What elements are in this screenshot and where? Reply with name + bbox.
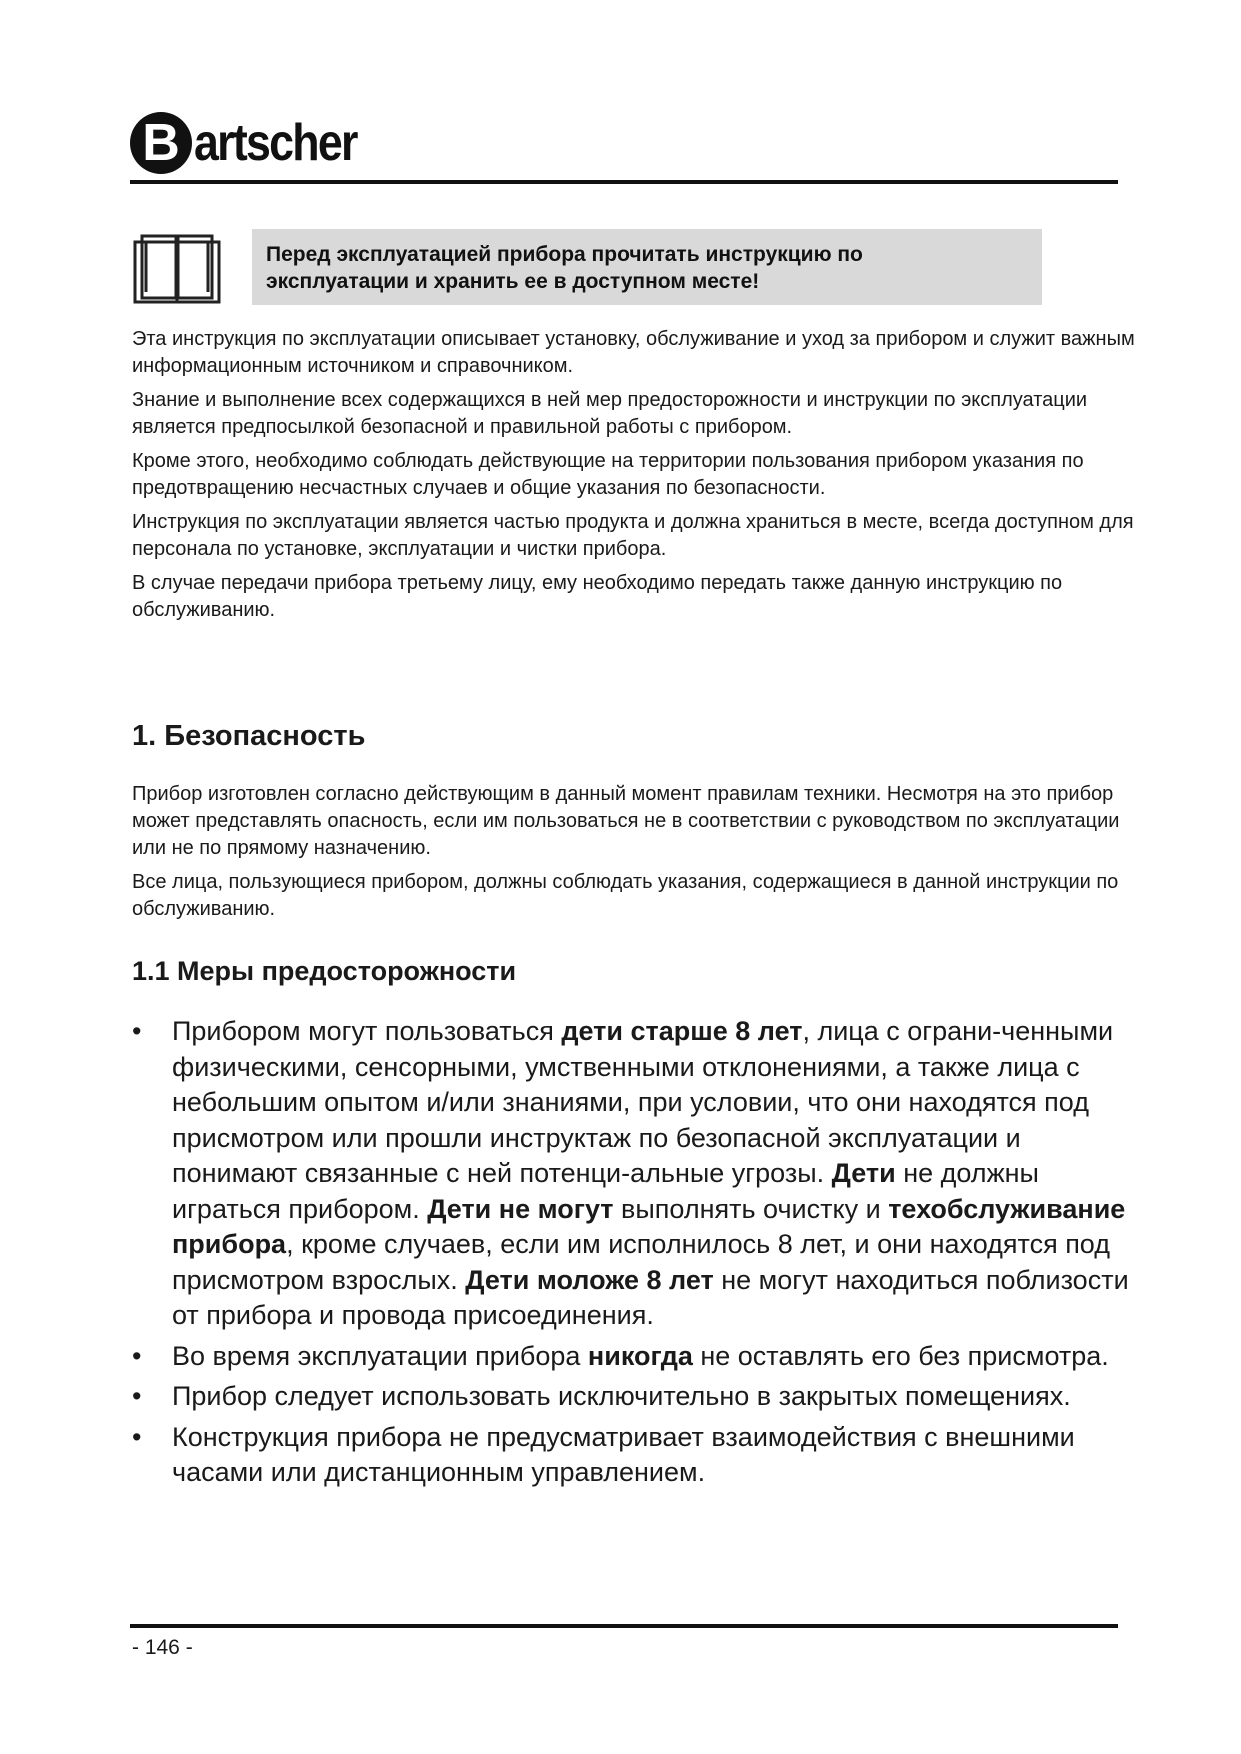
list-item: • Прибор следует использовать исключительно в закрытых помещениях. xyxy=(132,1379,1132,1415)
subsection-heading-precautions: 1.1 Меры предосторожности xyxy=(132,956,517,986)
intro-paragraph: Знание и выполнение всех содержащихся в ней мер предосторожности и инструкции по эксплуатации является предпосылкой безопасной и правильной работы с прибором. xyxy=(132,389,1088,438)
intro-text xyxy=(132,326,1142,631)
precautions-list xyxy=(132,1014,1132,1496)
page-number: - 146 - xyxy=(132,1636,193,1659)
notice-line-2: эксплуатации и хранить ее в доступном месте! xyxy=(266,270,760,293)
notice-line-1: Перед эксплуатацией прибора прочитать инструкцию по xyxy=(266,243,863,266)
intro-paragraph: В случае передачи прибора третьему лицу, ему необходимо передать также данную инструкцию по обслуживанию. xyxy=(132,572,1063,621)
logo-wordmark: artscher xyxy=(194,114,357,172)
intro-paragraph: Кроме этого, необходимо соблюдать действующие на территории пользования прибором указания по предотвращению несчастных случаев и общие указания по безопасности. xyxy=(132,450,1084,499)
list-item: • Во время эксплуатации прибора никогда не оставлять его без присмотра. xyxy=(132,1339,1132,1375)
list-item: • Конструкция прибора не предусматривает взаимодействия с внешними часами или дистанционным управлением. xyxy=(132,1420,1132,1491)
header-divider xyxy=(130,180,1118,184)
list-item: • Прибором могут пользоваться дети старше 8 лет, лица с ограни-ченными физическими, сенсорными, умственными отклонениями, а также лица с небольшим опытом и/или знаниями, при условии, что они находятся под присмотром или прошли инструктаж по безопасной эксплуатации и понимают связанные с ней потенци-альные угрозы. Дети не должны играться прибором. Дети не могут выполнять очистку и техобслуживание прибора, кроме случаев, если им исполнилось 8 лет, и они находятся под присмотром взрослых. Дети моложе 8 лет не могут находиться поблизости от прибора и провода присоединения. xyxy=(132,1014,1132,1334)
manual-book-icon xyxy=(132,232,222,306)
read-manual-notice xyxy=(252,229,1042,305)
footer-divider xyxy=(130,1624,1118,1628)
brand-logo xyxy=(130,110,383,176)
safety-paragraph: Прибор изготовлен согласно действующим в данный момент правилам техники. Несмотря на это прибор может представлять опасность, если им пользоваться не в соответствии с руководством по эксплуатации или не по прямому назначению. xyxy=(132,783,1120,859)
safety-paragraph: Все лица, пользующиеся прибором, должны соблюдать указания, содержащиеся в данной инструкции по обслуживанию. xyxy=(132,871,1119,920)
intro-paragraph: Инструкция по эксплуатации является частью продукта и должна храниться в месте, всегда доступном для персонала по установке, эксплуатации и чистки прибора. xyxy=(132,511,1134,560)
section-heading-safety: 1. Безопасность xyxy=(132,720,366,752)
intro-paragraph: Эта инструкция по эксплуатации описывает установку, обслуживание и уход за прибором и служит важным информационным источником и справочником. xyxy=(132,328,1135,377)
logo-letter: B xyxy=(130,112,192,174)
safety-text xyxy=(132,781,1142,930)
